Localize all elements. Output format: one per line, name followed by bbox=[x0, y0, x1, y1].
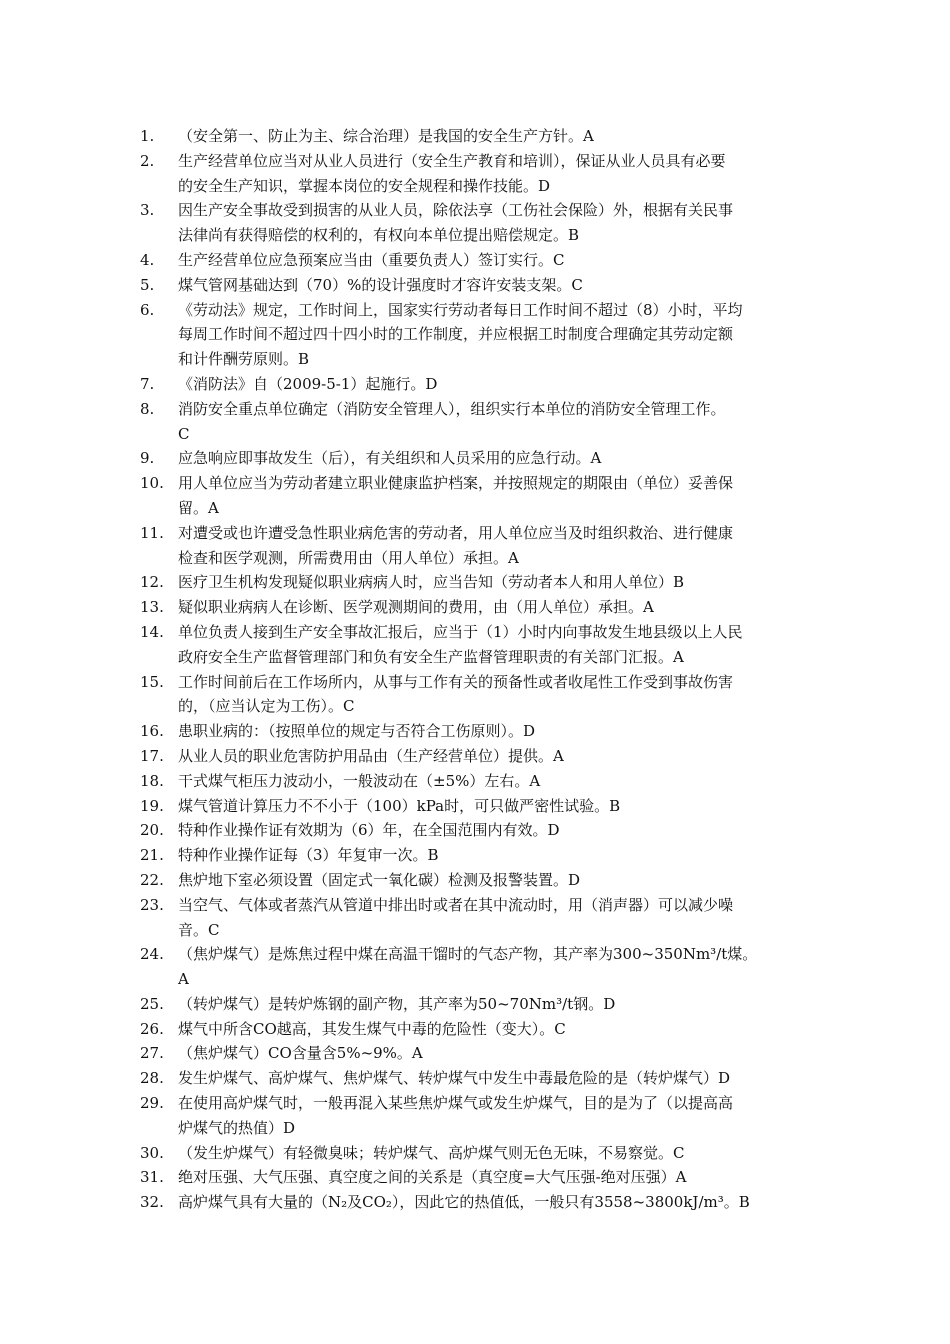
question-number: 30. bbox=[140, 1143, 164, 1162]
question-item bbox=[140, 670, 840, 720]
question-text bbox=[178, 595, 840, 620]
question-item bbox=[140, 248, 840, 273]
question-item bbox=[140, 570, 840, 595]
question-number: 19. bbox=[140, 796, 164, 815]
question-item bbox=[140, 446, 840, 471]
question-text bbox=[178, 1091, 840, 1141]
question-text bbox=[178, 670, 840, 720]
question-item bbox=[140, 818, 840, 843]
question-item bbox=[140, 1165, 840, 1190]
question-text bbox=[178, 124, 840, 149]
question-item bbox=[140, 1066, 840, 1091]
question-text-line: 焦炉地下室必须设置（固定式一氧化碳）检测及报警装置。D bbox=[178, 870, 581, 889]
question-text-line: 《消防法》自（2009-5-1）起施行。D bbox=[178, 374, 438, 393]
question-item bbox=[140, 1091, 840, 1141]
question-text-line: 干式煤气柜压力波动小，一般波动在（±5%）左右。A bbox=[178, 771, 541, 790]
question-text-line: 政府安全生产监督管理部门和负有安全生产监督管理职责的有关部门汇报。A bbox=[178, 647, 684, 666]
question-number: 12. bbox=[140, 573, 164, 592]
question-text-line: 煤气中所含CO越高，其发生煤气中毒的危险性（变大）。C bbox=[178, 1019, 566, 1038]
question-text-line: （安全第一、防止为主、综合治理）是我国的安全生产方针。A bbox=[178, 127, 594, 145]
question-item bbox=[140, 992, 840, 1017]
question-text-line: 《劳动法》规定，工作时间上，国家实行劳动者每日工作时间不超过（8）小时，平均 bbox=[178, 300, 743, 319]
question-text bbox=[178, 1066, 840, 1091]
question-item bbox=[140, 397, 840, 447]
question-text bbox=[178, 1190, 840, 1215]
question-text-line: 生产经营单位应当对从业人员进行（安全生产教育和培训），保证从业人员具有必要 bbox=[178, 151, 726, 170]
question-text bbox=[178, 620, 840, 670]
question-text-line: 特种作业操作证有效期为（6）年，在全国范围内有效。D bbox=[178, 821, 560, 840]
question-number: 20. bbox=[140, 821, 164, 840]
question-text bbox=[178, 198, 840, 248]
question-text-line: 绝对压强、大气压强、真空度之间的关系是（真空度=大气压强-绝对压强）A bbox=[178, 1168, 687, 1187]
question-number: 2. bbox=[140, 151, 155, 170]
question-text bbox=[178, 843, 840, 868]
question-item bbox=[140, 149, 840, 199]
question-text-line: 法律尚有获得赔偿的权利的，有权向本单位提出赔偿规定。B bbox=[178, 226, 580, 245]
question-item bbox=[140, 1041, 840, 1066]
question-text bbox=[178, 521, 840, 571]
question-text bbox=[178, 273, 840, 298]
question-text-line: 每周工作时间不超过四十四小时的工作制度，并应根据工时制度合理确定其劳动定额 bbox=[178, 325, 734, 344]
question-item bbox=[140, 372, 840, 397]
question-text-line: 炉煤气的热值）D bbox=[178, 1118, 296, 1137]
question-text bbox=[178, 471, 840, 521]
question-text-line: 从业人员的职业危害防护用品由（生产经营单位）提供。A bbox=[178, 746, 564, 765]
question-number: 24. bbox=[140, 945, 164, 964]
question-text bbox=[178, 372, 840, 397]
question-text bbox=[178, 769, 840, 794]
question-text-line: C bbox=[178, 424, 190, 443]
question-text-line: 患职业病的：（按照单位的规定与否符合工伤原则）。D bbox=[178, 722, 536, 741]
question-text bbox=[178, 149, 840, 199]
question-text bbox=[178, 397, 840, 447]
question-text-line: 医疗卫生机构发现疑似职业病病人时，应当告知（劳动者本人和用人单位）B bbox=[178, 573, 685, 592]
question-number: 16. bbox=[140, 722, 164, 741]
question-text-line: A bbox=[178, 970, 189, 989]
question-number: 18. bbox=[140, 771, 164, 790]
question-item bbox=[140, 471, 840, 521]
question-number: 13. bbox=[140, 598, 164, 617]
question-item bbox=[140, 843, 840, 868]
question-number: 28. bbox=[140, 1069, 164, 1088]
question-number: 25. bbox=[140, 994, 164, 1013]
question-text bbox=[178, 248, 840, 273]
question-number: 15. bbox=[140, 672, 164, 691]
question-text bbox=[178, 570, 840, 595]
question-text-line: 音。C bbox=[178, 920, 220, 939]
question-text bbox=[178, 868, 840, 893]
question-number: 22. bbox=[140, 870, 164, 889]
question-text-line: 发生炉煤气、高炉煤气、焦炉煤气、转炉煤气中发生中毒最危险的是（转炉煤气）D bbox=[178, 1069, 731, 1088]
question-number: 5. bbox=[140, 275, 155, 294]
question-number: 1. bbox=[140, 127, 155, 145]
question-number: 9. bbox=[140, 449, 155, 468]
question-text-line: 疑似职业病病人在诊断、医学观测期间的费用，由（用人单位）承担。A bbox=[178, 598, 654, 617]
question-number: 23. bbox=[140, 895, 164, 914]
question-item bbox=[140, 719, 840, 744]
question-number: 7. bbox=[140, 374, 155, 393]
question-number: 26. bbox=[140, 1019, 164, 1038]
question-text bbox=[178, 1017, 840, 1042]
question-text-line: 对遭受或也许遭受急性职业病危害的劳动者，用人单位应当及时组织救治、进行健康 bbox=[178, 523, 734, 542]
question-text-line: 消防安全重点单位确定（消防安全管理人），组织实行本单位的消防安全管理工作。 bbox=[178, 399, 726, 418]
question-text bbox=[178, 893, 840, 943]
question-number: 32. bbox=[140, 1193, 164, 1212]
question-text-line: 和计件酬劳原则。B bbox=[178, 350, 310, 369]
question-text bbox=[178, 298, 840, 372]
question-text-line: 煤气管道计算压力不不小于（100）kPa时，可只做严密性试验。B bbox=[178, 796, 621, 815]
question-number: 29. bbox=[140, 1094, 164, 1113]
question-text-line: （焦炉煤气）是炼焦过程中煤在高温干馏时的气态产物，其产率为300~350Nm³/t煤。 bbox=[178, 945, 758, 964]
question-text-line: 煤气管网基础达到（70）%的设计强度时才容许安装支架。C bbox=[178, 275, 583, 294]
question-item bbox=[140, 893, 840, 943]
question-text-line: 特种作业操作证每（3）年复审一次。B bbox=[178, 846, 439, 865]
question-text-line: 生产经营单位应急预案应当由（重要负责人）签订实行。C bbox=[178, 250, 565, 269]
question-number: 10. bbox=[140, 474, 164, 493]
question-text-line: 单位负责人接到生产安全事故汇报后，应当于（1）小时内向事故发生地县级以上人民 bbox=[178, 622, 743, 641]
question-text-line: （发生炉煤气）有轻微臭味；转炉煤气、高炉煤气则无色无味，不易察觉。C bbox=[178, 1143, 685, 1162]
question-text bbox=[178, 818, 840, 843]
question-text bbox=[178, 794, 840, 819]
question-item bbox=[140, 1141, 840, 1166]
question-item bbox=[140, 273, 840, 298]
question-text-line: 在使用高炉煤气时，一般再混入某些焦炉煤气或发生炉煤气，目的是为了（以提高高 bbox=[178, 1094, 734, 1113]
question-text bbox=[178, 744, 840, 769]
question-text-line: 检查和医学观测，所需费用由（用人单位）承担。A bbox=[178, 548, 519, 567]
question-number: 8. bbox=[140, 399, 155, 418]
question-text-line: 应急响应即事故发生（后），有关组织和人员采用的应急行动。A bbox=[178, 449, 602, 468]
question-item bbox=[140, 198, 840, 248]
question-item bbox=[140, 124, 840, 149]
question-text-line: 工作时间前后在工作场所内，从事与工作有关的预备性或者收尾性工作受到事故伤害 bbox=[178, 672, 734, 691]
question-number: 4. bbox=[140, 250, 155, 269]
question-item bbox=[140, 744, 840, 769]
question-item bbox=[140, 1017, 840, 1042]
question-list bbox=[140, 124, 840, 1215]
question-number: 3. bbox=[140, 201, 155, 220]
question-text-line: （焦炉煤气）CO含量含5%~9%。A bbox=[178, 1044, 423, 1063]
question-text bbox=[178, 1041, 840, 1066]
question-number: 11. bbox=[140, 523, 164, 542]
question-text-line: 高炉煤气具有大量的（N₂及CO₂），因此它的热值低，一般只有3558~3800kJ/m³。B bbox=[178, 1193, 750, 1212]
question-text-line: 的，（应当认定为工伤）。C bbox=[178, 697, 355, 716]
question-item bbox=[140, 868, 840, 893]
question-number: 27. bbox=[140, 1044, 164, 1063]
question-number: 17. bbox=[140, 746, 164, 765]
question-text bbox=[178, 446, 840, 471]
question-text-line: 用人单位应当为劳动者建立职业健康监护档案，并按照规定的期限由（单位）妥善保 bbox=[178, 474, 734, 493]
question-item bbox=[140, 942, 840, 992]
question-item bbox=[140, 595, 840, 620]
question-text-line: 留。A bbox=[178, 498, 219, 517]
question-number: 31. bbox=[140, 1168, 164, 1187]
question-item bbox=[140, 298, 840, 372]
question-text-line: （转炉煤气）是转炉炼钢的副产物，其产率为50~70Nm³/t钢。D bbox=[178, 994, 616, 1013]
question-text bbox=[178, 1141, 840, 1166]
question-item bbox=[140, 769, 840, 794]
question-item bbox=[140, 794, 840, 819]
question-number: 6. bbox=[140, 300, 155, 319]
question-number: 21. bbox=[140, 846, 164, 865]
question-text-line: 的安全生产知识，掌握本岗位的安全规程和操作技能。D bbox=[178, 176, 551, 195]
question-item bbox=[140, 620, 840, 670]
question-text bbox=[178, 719, 840, 744]
question-text-line: 当空气、气体或者蒸汽从管道中排出时或者在其中流动时，用（消声器）可以减少噪 bbox=[178, 895, 734, 914]
question-text bbox=[178, 1165, 840, 1190]
question-number: 14. bbox=[140, 622, 164, 641]
question-item bbox=[140, 1190, 840, 1215]
question-text bbox=[178, 942, 840, 992]
question-text bbox=[178, 992, 840, 1017]
question-text-line: 因生产安全事故受到损害的从业人员，除依法享（工伤社会保险）外，根据有关民事 bbox=[178, 201, 734, 220]
question-item bbox=[140, 521, 840, 571]
